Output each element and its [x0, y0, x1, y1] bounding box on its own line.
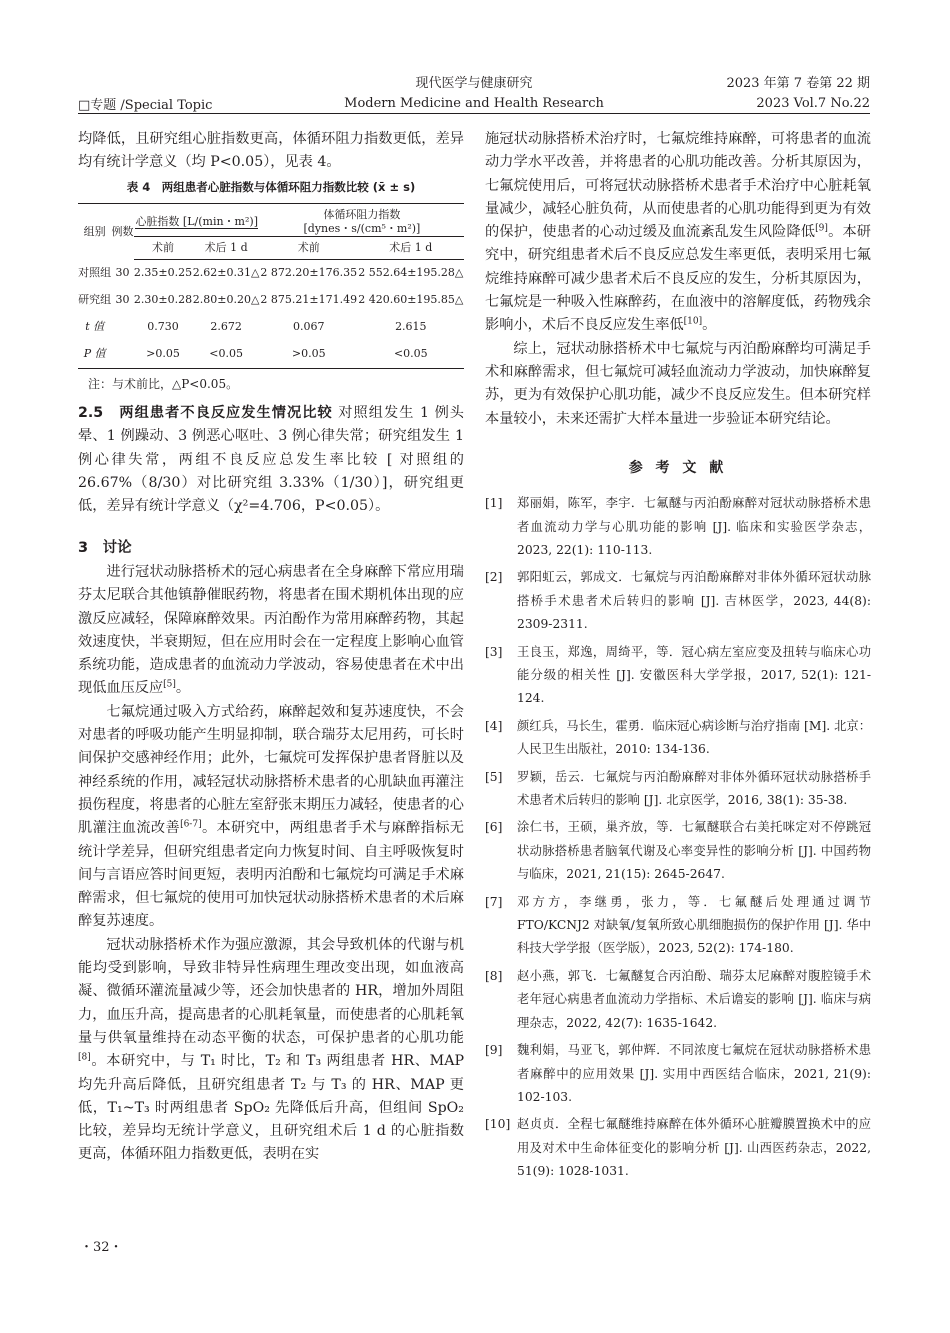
table-note: 注：与术前比，△P<0.05。 [88, 376, 239, 391]
th-svr-unit: [dynes・s/(cm⁵・m²)] [303, 221, 421, 235]
cell-value: >0.05 [260, 341, 358, 369]
header-rule [78, 113, 870, 114]
issue-info [726, 74, 870, 114]
paragraph-text: 。 [702, 317, 717, 334]
reference-item [485, 715, 871, 762]
reference-item [485, 641, 871, 711]
reference-item [485, 891, 871, 961]
section-label: □专题 /Special Topic [78, 98, 213, 113]
right-column [485, 128, 871, 1188]
reference-item [485, 1039, 871, 1109]
reference-item [485, 816, 871, 886]
citation: [9] [815, 223, 828, 234]
table-row [78, 314, 464, 341]
reference-number: [4] [485, 718, 503, 733]
paragraph-text: 七氟烷通过吸入方式给药，麻醉起效和复苏速度快，不会对患者的呼吸功能产生明显抑制，联合瑞芬太尼用药，可长时间保护交感神经作用；此外，七氟烷可发挥保护患者肾脏以及神经系统的作用，减轻冠状动脉搭桥术患者的心肌缺血再灌注损伤程度，将患者的心脏左室舒张末期压力减轻，使患者的心肌灌注血流改善 [78, 703, 464, 837]
discussion-paragraph-2 [78, 701, 464, 934]
cell-n: 30 [115, 266, 130, 280]
citation: [8] [78, 1052, 91, 1063]
paragraph-text: 进行冠状动脉搭桥术的冠心病患者在全身麻醉下常应用瑞芬太尼联合其他镇静催眠药物，将患者在围术期机体出现的应激反应减轻，保障麻醉效果。丙泊酚作为常用麻醉药物，其起效速度快，半衰期短，但在应用时会在一定程度上影响心血管系统功能，造成患者的血流动力学波动，容易使患者在术中出现低血压反应 [78, 563, 464, 697]
paragraph-text: 。本研究中，与 T₁ 时比，T₂ 和 T₃ 两组患者 HR、MAP 均先升高后降低，且研究组患者 T₂ 与 T₃ 的 HR、MAP 更低，T₁~T₃ 时两组患者 SpO₂ 先降低后升高，但组间 SpO₂ 比较，差异均无统计学意义，且研究组术后 1 d 的心脏指数更高，体循环阻力指数更低，表明在实 [78, 1053, 464, 1163]
table-row [78, 341, 464, 369]
th-svr-pre: 术前 [260, 236, 358, 259]
cell-value: 2.30±0.28 [133, 293, 193, 307]
reference-item [485, 566, 871, 636]
discussion-paragraph-1 [78, 561, 464, 701]
journal-title-en: Modern Medicine and Health Research [344, 96, 604, 111]
cell-value: 2.80±0.20△ [192, 293, 260, 307]
reference-number: [2] [485, 570, 503, 585]
reference-number: [8] [485, 968, 503, 983]
page-number: ・32・ [80, 1240, 123, 1255]
cell-value: 2.672 [210, 320, 242, 334]
page-header [78, 71, 870, 111]
reference-text: 魏利娟，马亚飞，郭仲辉．不同浓度七氟烷在冠状动脉搭桥术患者麻醉中的应用效果 [J]. 实用中西医结合临床，2021, 21(9): 102-103. [517, 1043, 871, 1104]
reference-number: [6] [485, 820, 503, 835]
th-ci-pre: 术前 [134, 236, 193, 259]
reference-item [485, 492, 871, 562]
section-3-title: 3 讨论 [78, 539, 132, 556]
issue-en: 2023 Vol.7 No.22 [756, 96, 870, 111]
reference-item [485, 766, 871, 813]
reference-text: 郑丽娟，陈军，李宇．七氟醚与丙泊酚麻醉对冠状动脉搭桥术患者血流动力学与心肌功能的影响 [J]. 临床和实验医学杂志，2023, 22(1): 110-113. [517, 496, 871, 557]
cell-value: 2.62±0.31△ [192, 266, 260, 280]
th-n: 例数 [111, 203, 133, 259]
cell-group: P 值 [78, 341, 111, 369]
discussion-paragraph-4 [485, 128, 871, 338]
th-svr-label: 体循环阻力指数 [323, 207, 401, 221]
paragraph-text: 。 [175, 680, 191, 697]
results-intro: 均降低，且研究组心脏指数更高，体循环阻力指数更低，差异均有统计学意义（均 P<0.05），见表 4。 [78, 131, 464, 171]
cell-value: 2 552.64±195.28△ [358, 266, 464, 280]
reference-number: [3] [485, 644, 503, 659]
cell-value: <0.05 [358, 341, 464, 369]
reference-text: 郭阳虹云，郭成文．七氟烷与丙泊酚麻醉对非体外循环冠状动脉搭桥手术患者术后转归的影响 [J]. 吉林医学，2023, 44(8): 2309-2311. [517, 570, 871, 632]
table-row [78, 259, 464, 287]
journal-title-cn: 现代医学与健康研究 [415, 76, 533, 91]
references-title: 参 考 文 献 [628, 459, 728, 476]
cell-n [111, 314, 133, 341]
reference-text: 颜红兵，马长生，霍勇．临床冠心病诊断与治疗指南 [M]. 北京：人民卫生出版社，2010: 134-136. [517, 718, 871, 757]
cell-value: 2.615 [395, 320, 427, 334]
th-group: 组别 [78, 203, 111, 259]
reference-text: 赵小燕，郭飞．七氟醚复合丙泊酚、瑞芬太尼麻醉对腹腔镜手术老年冠心病患者血流动力学指标、术后谵妄的影响 [J]. 临床与病理杂志，2022, 42(7): 1635-1642. [517, 968, 871, 1030]
section-2-5-text: 对照组发生 1 例头晕、1 例躁动、3 例恶心呕吐、3 例心律失常；研究组发生 1 例心律失常，两组不良反应总发生率比较 [ 对照组的 26.67%（8/30）对比研究组 3.33%（1/30）]，研究组更低，差异有统计学意义（χ²=4.706，P<0.05）。 [78, 405, 464, 515]
reference-item [485, 965, 871, 1035]
cell-group: 对照组 [78, 266, 112, 280]
cell-value: >0.05 [134, 341, 193, 369]
reference-list [485, 492, 871, 1183]
cell-n [111, 341, 133, 369]
discussion-paragraph-3 [78, 934, 464, 1167]
th-cardiac-index [134, 203, 260, 236]
paragraph-text: 。本研究中，两组患者手术与麻醉指标无统计学差异，但研究组患者定向力恢复时间、自主呼吸恢复时间与言语应答时间更短，表明丙泊酚和七氟烷均可满足手术麻醉需求，但七氟烷的使用可加快冠状动脉搭桥术患者的术后麻醉复苏速度。 [78, 820, 464, 930]
citation: [5] [163, 679, 176, 690]
table-4 [78, 203, 464, 369]
reference-text: 邓方方，李继勇，张力，等．七氟醚后处理通过调节 FTO/KCNJ2 对缺氧/复氧所致心肌细胞损伤的保护作用 [J]. 华中科技大学学报（医学版），2023, 52(2): 174-180. [517, 894, 871, 956]
reference-text: 王良玉，郑逸，周绮平，等．冠心病左室应变及扭转与临床心功能分级的相关性 [J]. 安徽医科大学学报，2017, 52(1): 121-124. [517, 644, 871, 706]
citation: [6-7] [180, 819, 202, 830]
cell-value: 2 872.20±176.35 [260, 266, 358, 280]
paragraph-text: 。本研究中，研究组患者术后不良反应总发生率更低，表明采用七氟烷维持麻醉可减少患者术后不良反应的发生，分析其原因为，七氟烷是一种吸入性麻醉药，在血液中的溶解度低，药物残余影响小，术后不良反应发生率低 [485, 224, 871, 334]
reference-number: [1] [485, 496, 503, 511]
table-caption: 表 4 两组患者心脏指数与体循环阻力指数比较 (x̄ ± s) [126, 179, 416, 194]
citation: [10] [683, 316, 703, 327]
reference-number: [7] [485, 894, 503, 909]
cell-n: 30 [115, 293, 130, 307]
cell-group: t 值 [85, 320, 105, 334]
th-svr-index [260, 203, 464, 236]
section-2-5-title: 2.5 两组患者不良反应发生情况比较 [78, 405, 333, 422]
reference-number: [9] [485, 1043, 503, 1058]
th-svr-post: 术后 1 d [358, 236, 464, 259]
reference-text: 涂仁书，王硕，巢齐放，等．七氟醚联合右美托咪定对不停跳冠状动脉搭桥患者脑氧代谢及心率变异性的影响分析 [J]. 中国药物与临床，2021, 21(15): 2645-2647. [517, 820, 871, 882]
cell-group: 研究组 [78, 293, 112, 307]
cell-value: 2.35±0.25 [133, 266, 193, 280]
reference-number: [10] [485, 1117, 511, 1132]
reference-text: 赵贞贞．全程七氟醚维持麻醉在体外循环心脏瓣膜置换术中的应用及对术中生命体征变化的影响分析 [J]. 山西医药杂志，2022, 51(9): 1028-1031. [517, 1117, 871, 1179]
reference-number: [5] [485, 769, 503, 784]
paragraph-text: 冠状动脉搭桥术作为强应激源，其会导致机体的代谢与机能均受到影响，导致非特异性病理生理改变出现，如血液高凝、微循环灌流量减少等，还会加快患者的 HR，增加外周阻力，血压升高，提高患者的心肌耗氧量，而使患者的心肌耗氧量与供氧量维持在动态平衡的状态，可保护患者的心肌功能 [78, 936, 464, 1046]
cell-value: <0.05 [192, 341, 259, 369]
cell-value: 2 875.21±171.49 [260, 293, 358, 307]
reference-text: 罗颖，岳云．七氟烷与丙泊酚麻醉对非体外循环冠状动脉搭桥手术患者术后转归的影响 [J]. 北京医学，2016, 38(1): 35-38. [517, 769, 871, 808]
table-row [78, 287, 464, 314]
paragraph-text: 施冠状动脉搭桥术治疗时，七氟烷维持麻醉，可将患者的血流动力学水平改善，并将患者的心肌功能改善。分析其原因为，七氟烷使用后，可将冠状动脉搭桥术患者手术治疗中心脏耗氧量减少，减轻心脏负荷，从而使患者的心肌功能得到更为有效的保护，使患者的心动过缓及血流紊乱发生风险降低 [485, 131, 871, 241]
section-2-5 [78, 402, 464, 518]
conclusion-paragraph: 综上，冠状动脉搭桥术中七氟烷与丙泊酚麻醉均可满足手术和麻醉需求，但七氟烷可减轻血流动力学波动，加快麻醉复苏，更为有效保护心肌功能，减少不良反应发生。但本研究样本量较小，未来还需扩大样本量进一步验证本研究结论。 [485, 340, 871, 427]
cell-value: 2 420.60±195.85△ [358, 293, 464, 307]
issue-cn: 2023 年第 7 卷第 22 期 [726, 76, 870, 91]
th-cardiac-index-label: 心脏指数 [L/(min・m²)] [135, 214, 258, 228]
left-column [78, 128, 464, 1167]
cell-value: 0.730 [147, 320, 179, 334]
cell-value: 0.067 [292, 320, 325, 334]
th-ci-post: 术后 1 d [192, 236, 259, 259]
reference-item [485, 1113, 871, 1183]
